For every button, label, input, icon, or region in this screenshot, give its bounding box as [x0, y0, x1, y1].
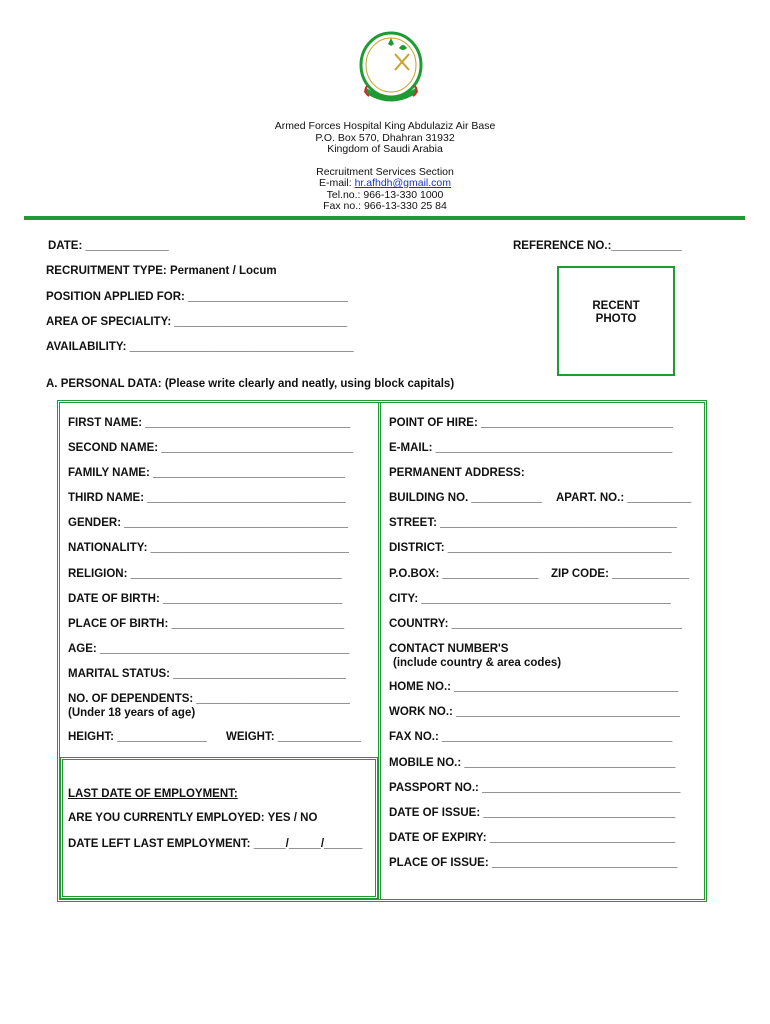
recent-photo-box: RECENT PHOTO: [557, 266, 675, 376]
po-box: P.O. Box 570, Dhahran 31932: [315, 131, 455, 144]
country: Kingdom of Saudi Arabia: [327, 143, 443, 155]
city-field[interactable]: CITY: _______________________________________: [389, 593, 671, 605]
currently-employed-field[interactable]: ARE YOU CURRENTLY EMPLOYED: YES / NO: [68, 812, 318, 824]
permanent-address-label: PERMANENT ADDRESS:: [389, 467, 525, 479]
reference-no-field[interactable]: REFERENCE NO.:___________: [513, 240, 682, 252]
height-field[interactable]: HEIGHT: ______________: [68, 731, 207, 743]
zip-code-field[interactable]: ZIP CODE: ____________: [551, 568, 689, 580]
email-link[interactable]: hr.afhdh@gmail.com: [354, 177, 452, 189]
last-employment-title: LAST DATE OF EMPLOYMENT:: [68, 788, 238, 800]
header-divider: [24, 216, 745, 220]
position-applied-field[interactable]: POSITION APPLIED FOR: _________________________: [46, 291, 348, 303]
hospital-crest-logo-icon: [355, 28, 427, 108]
fax-number: Fax no.: 966-13-330 25 84: [323, 200, 447, 212]
marital-status-field[interactable]: MARITAL STATUS: ___________________________: [68, 668, 346, 680]
date-field[interactable]: DATE: _____________: [48, 240, 169, 252]
family-name-field[interactable]: FAMILY NAME: ______________________________: [68, 467, 345, 479]
passport-no-field[interactable]: PASSPORT NO.: _______________________________: [389, 782, 681, 794]
dependents-note: (Under 18 years of age): [68, 707, 196, 719]
date-of-expiry-field[interactable]: DATE OF EXPIRY: _____________________________: [389, 832, 676, 844]
section-a-title: A. PERSONAL DATA: (Please write clearly and neatly, using block capitals): [46, 378, 455, 390]
work-no-field[interactable]: WORK NO.: ___________________________________: [389, 706, 680, 718]
contact-numbers-label: CONTACT NUMBER'S: [389, 643, 509, 655]
fax-no-field[interactable]: FAX NO.: ____________________________________: [389, 731, 673, 743]
place-of-birth-field[interactable]: PLACE OF BIRTH: ___________________________: [68, 618, 345, 630]
dependents-field[interactable]: NO. OF DEPENDENTS: ________________________: [68, 693, 350, 705]
nationality-field[interactable]: NATIONALITY: _______________________________: [68, 542, 349, 554]
employment-box: [60, 757, 378, 899]
mobile-no-field[interactable]: MOBILE NO.: _________________________________: [389, 757, 676, 769]
age-field[interactable]: AGE: _______________________________________: [68, 643, 350, 655]
date-of-issue-field[interactable]: DATE OF ISSUE: ______________________________: [389, 807, 676, 819]
second-name-field[interactable]: SECOND NAME: ______________________________: [68, 442, 354, 454]
gender-field[interactable]: GENDER: ___________________________________: [68, 517, 349, 529]
hospital-address-header: [0, 121, 770, 213]
place-of-issue-field[interactable]: PLACE OF ISSUE: _____________________________: [389, 857, 678, 869]
column-divider: [378, 403, 381, 899]
country-field[interactable]: COUNTRY: ____________________________________: [389, 618, 682, 630]
third-name-field[interactable]: THIRD NAME: _______________________________: [68, 492, 346, 504]
weight-field[interactable]: WEIGHT: _____________: [226, 731, 361, 743]
tel-number: Tel.no.: 966-13-330 1000: [326, 188, 444, 201]
first-name-field[interactable]: FIRST NAME: ________________________________: [68, 417, 350, 429]
apart-no-field[interactable]: APART. NO.: __________: [556, 492, 692, 504]
section-name: Recruitment Services Section: [316, 165, 454, 178]
recruitment-type-field[interactable]: RECRUITMENT TYPE: Permanent / Locum: [46, 265, 277, 277]
point-of-hire-field[interactable]: POINT OF HIRE: ______________________________: [389, 417, 673, 429]
email-line: E-mail: hr.afhdh@gmail.com: [318, 177, 452, 189]
building-no-field[interactable]: BUILDING NO. ___________: [389, 492, 542, 504]
contact-numbers-note: (include country & area codes): [393, 657, 562, 669]
area-of-speciality-field[interactable]: AREA OF SPECIALITY: ___________________________: [46, 316, 348, 328]
date-left-employment-field[interactable]: DATE LEFT LAST EMPLOYMENT: _____/_____/______: [68, 838, 363, 850]
date-of-birth-field[interactable]: DATE OF BIRTH: ____________________________: [68, 593, 343, 605]
availability-field[interactable]: AVAILABILITY: ___________________________________: [46, 341, 354, 353]
district-field[interactable]: DISTRICT: ___________________________________: [389, 542, 672, 554]
hospital-name: Armed Forces Hospital King Abdulaziz Air Base: [274, 120, 496, 132]
street-field[interactable]: STREET: _____________________________________: [389, 517, 677, 529]
email-field[interactable]: E-MAIL: _____________________________________: [389, 442, 673, 454]
po-box-field[interactable]: P.O.BOX: _______________: [389, 568, 539, 580]
home-no-field[interactable]: HOME NO.: ___________________________________: [389, 681, 679, 693]
religion-field[interactable]: RELIGION: _________________________________: [68, 568, 342, 580]
